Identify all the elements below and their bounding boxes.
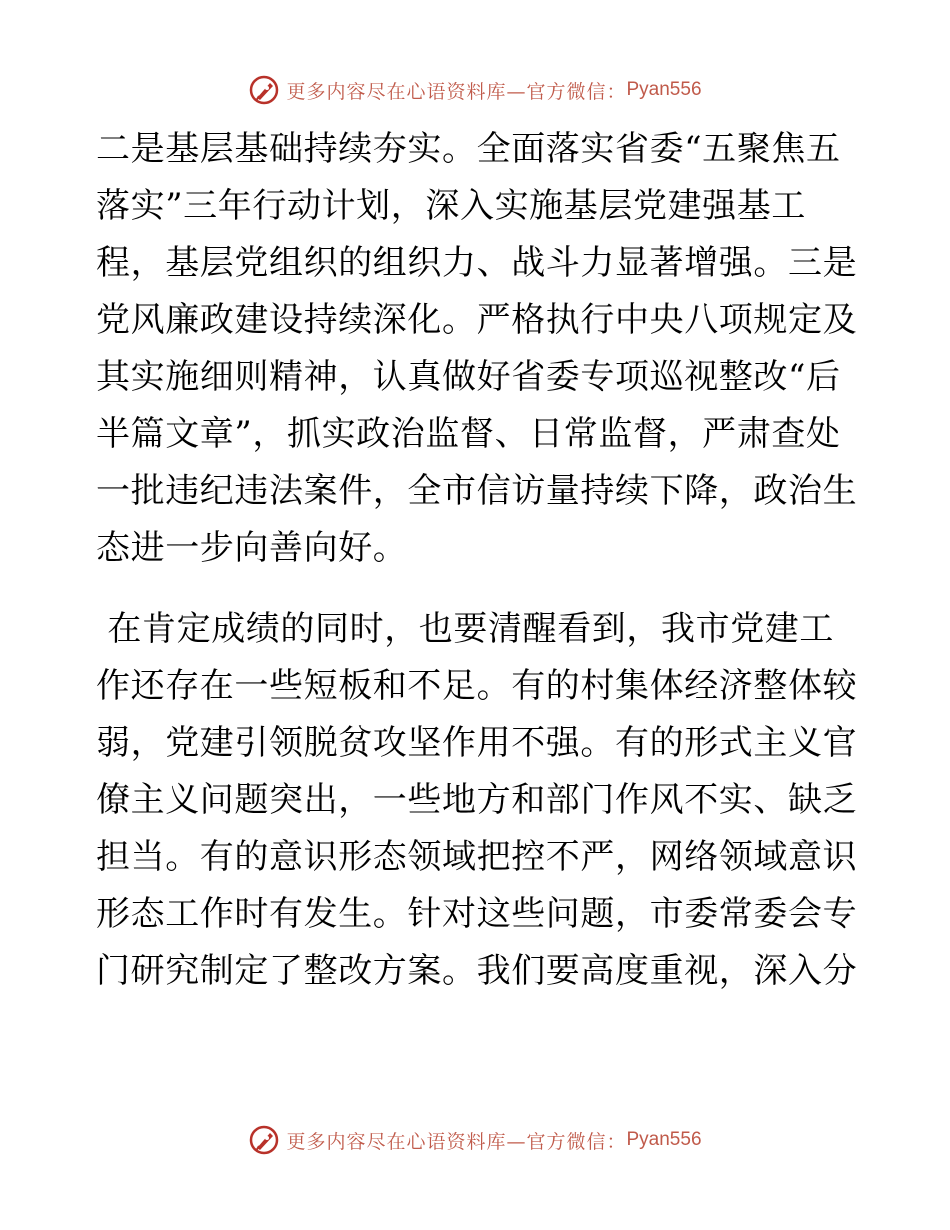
header-wechat-id: Pyan556 xyxy=(626,79,702,100)
paragraph-line: 一批违纪违法案件，全市信访量持续下降，政治生 xyxy=(96,471,858,511)
paragraph-line: 在肯定成绩的同时，也要清醒看到，我市党建工 xyxy=(96,609,835,649)
quill-pen-logo-icon xyxy=(248,1124,280,1156)
quill-pen-logo-icon xyxy=(248,74,280,106)
paragraph-line: 门研究制定了整改方案。我们要高度重视，深入分 xyxy=(96,951,858,991)
paragraph-line: 二是基层基础持续夯实。全面落实省委“五聚焦五 xyxy=(96,129,841,169)
paragraph-line: 落实”三年行动计划，深入实施基层党建强基工 xyxy=(96,186,806,226)
paragraph-1 xyxy=(96,121,856,577)
header-banner-text: 更多内容尽在心语资料库—官方微信： xyxy=(286,80,627,103)
footer-banner-text: 更多内容尽在心语资料库—官方微信： xyxy=(286,1130,627,1153)
paragraph-line: 僚主义问题突出，一些地方和部门作风不实、缺乏 xyxy=(96,780,858,820)
paragraph-line: 程，基层党组织的组织力、战斗力显著增强。三是 xyxy=(96,243,858,283)
header-watermark-banner xyxy=(0,72,950,108)
paragraph-2 xyxy=(96,601,856,1000)
paragraph-line: 担当。有的意识形态领域把控不严，网络领域意识 xyxy=(96,837,858,877)
paragraph-line: 态进一步向善向好。 xyxy=(96,528,408,568)
paragraph-line: 其实施细则精神，认真做好省委专项巡视整改“后 xyxy=(96,357,841,397)
footer-watermark-banner xyxy=(0,1122,950,1158)
paragraph-line: 作还存在一些短板和不足。有的村集体经济整体较 xyxy=(96,666,858,706)
paragraph-line: 弱，党建引领脱贫攻坚作用不强。有的形式主义官 xyxy=(96,723,858,763)
paragraph-line: 半篇文章”，抓实政治监督、日常监督，严肃查处 xyxy=(96,414,841,454)
footer-wechat-id: Pyan556 xyxy=(626,1129,702,1150)
paragraph-line: 形态工作时有发生。针对这些问题，市委常委会专 xyxy=(96,894,858,934)
paragraph-line: 党风廉政建设持续深化。严格执行中央八项规定及 xyxy=(96,300,858,340)
